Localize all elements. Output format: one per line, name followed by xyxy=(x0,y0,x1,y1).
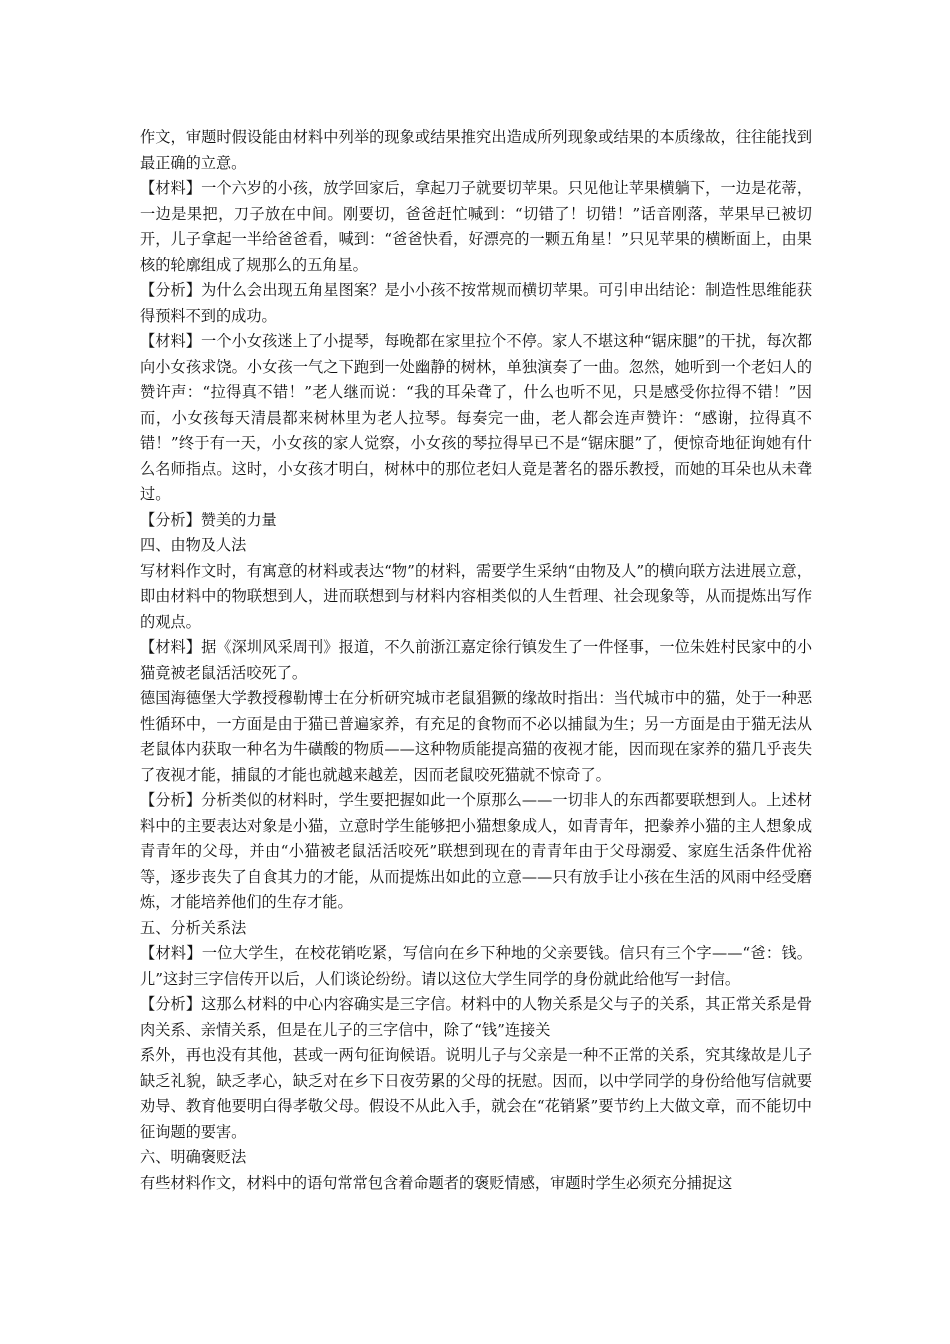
paragraph: 有些材料作文，材料中的语句常常包含着命题者的褒贬情感，审题时学生必须充分捕捉这 xyxy=(140,1173,733,1192)
document-page xyxy=(140,125,812,1196)
material-paragraph: 【材料】一位大学生，在校花销吃紧，写信向在乡下种地的父亲要钱。信只有三个字——“爸：钱。儿”这封三字信传开以后，人们谈论纷纷。请以这位大学生同学的身份就此给他写一封信。 xyxy=(140,944,812,988)
section-heading: 六、明确褒贬法 xyxy=(140,1148,247,1166)
paragraph: 德国海德堡大学教授穆勒博士在分析研究城市老鼠猖獗的缘故时指出：当代城市中的猫，处于一种恶性循环中，一方面是由于猫已普遍家养，有充足的食物而不必以捕鼠为生；另一方面是由于猫无法从老鼠体内获取一种名为牛磺酸的物质——这种物质能提高猫的夜视才能，因而现在家养的猫几乎丧失了夜视才能，捕鼠的才能也就越来越差，因而老鼠咬死猫就不惊奇了。 xyxy=(140,689,812,784)
paragraph: 写材料作文时，有寓意的材料或表达“物”的材料，需要学生采纳“由物及人”的横向联方法进展立意，即由材料中的物联想到人，进而联想到与材料内容相类似的人生哲理、社会现象等，从而提炼出写作的观点。 xyxy=(140,561,812,631)
material-paragraph: 【材料】一个六岁的小孩，放学回家后，拿起刀子就要切苹果。只见他让苹果横躺下，一边是花蒂，一边是果把，刀子放在中间。刚要切，爸爸赶忙喊到：“切错了！切错！”话音刚落，苹果早已被切开，儿子拿起一半给爸爸看，喊到：“爸爸快看，好漂亮的一颗五角星！”只见苹果的横断面上，由果核的轮廓组成了规那么的五角星。 xyxy=(140,179,812,274)
paragraph: 系外，再也没有其他，甚或一两句征询候语。说明儿子与父亲是一种不正常的关系，究其缘故是儿子缺乏礼貌，缺乏孝心，缺乏对在乡下日夜劳累的父母的抚慰。因而，以中学同学的身份给他写信就要劝导、教育他要明白得孝敬父母。假设不从此入手，就会在“花销紧”要节约上大做文章，而不能切中征询题的要害。 xyxy=(140,1046,812,1141)
section-heading: 四、由物及人法 xyxy=(140,536,247,554)
paragraph: 作文，审题时假设能由材料中列举的现象或结果推究出造成所列现象或结果的本质缘故，往往能找到最正确的立意。 xyxy=(140,128,812,172)
section-heading: 五、分析关系法 xyxy=(140,918,247,937)
material-paragraph: 【材料】据《深圳风采周刊》报道，不久前浙江嘉定徐行镇发生了一件怪事，一位朱姓村民家中的小猫竟被老鼠活活咬死了。 xyxy=(140,638,812,682)
material-paragraph: 【材料】一个小女孩迷上了小提琴，每晚都在家里拉个不停。家人不堪这种“锯床腿”的干扰，每次都向小女孩求饶。小女孩一气之下跑到一处幽静的树林，单独演奏了一曲。忽然，她听到一个老妇人的赞许声：“拉得真不错！”老人继而说：“我的耳朵聋了，什么也听不见，只是感受你拉得不错！”因而，小女孩每天清晨都来树林里为老人拉琴。每奏完一曲，老人都会连声赞许：“感谢，拉得真不错！”终于有一天，小女孩的家人觉察，小女孩的琴拉得早已不是“锯床腿”了，便惊奇地征询她有什么名师指点。这时，小女孩才明白，树林中的那位老妇人竟是著名的器乐教授，而她的耳朵也从未聋过。 xyxy=(140,332,812,503)
analysis-paragraph: 【分析】为什么会出现五角星图案？是小小孩不按常规而横切苹果。可引申出结论：制造性思维能获得预料不到的成功。 xyxy=(140,281,812,325)
analysis-paragraph: 【分析】这那么材料的中心内容确实是三字信。材料中的人物关系是父与子的关系，其正常关系是骨肉关系、亲情关系，但是在儿子的三字信中，除了“钱”连接关 xyxy=(140,995,812,1039)
analysis-paragraph: 【分析】分析类似的材料时，学生要把握如此一个原那么——一切非人的东西都要联想到人。上述材料中的主要表达对象是小猫，立意时学生能够把小猫想象成人，如青青年，把豢养小猫的主人想象成青青年的父母，并由“小猫被老鼠活活咬死”联想到现在的青青年由于父母溺爱、家庭生活条件优裕等，逐步丧失了自食其力的才能，从而提炼出如此的立意——只有放手让小孩在生活的风雨中经受磨炼，才能培养他们的生存才能。 xyxy=(140,791,812,911)
analysis-paragraph: 【分析】赞美的力量 xyxy=(140,510,277,529)
